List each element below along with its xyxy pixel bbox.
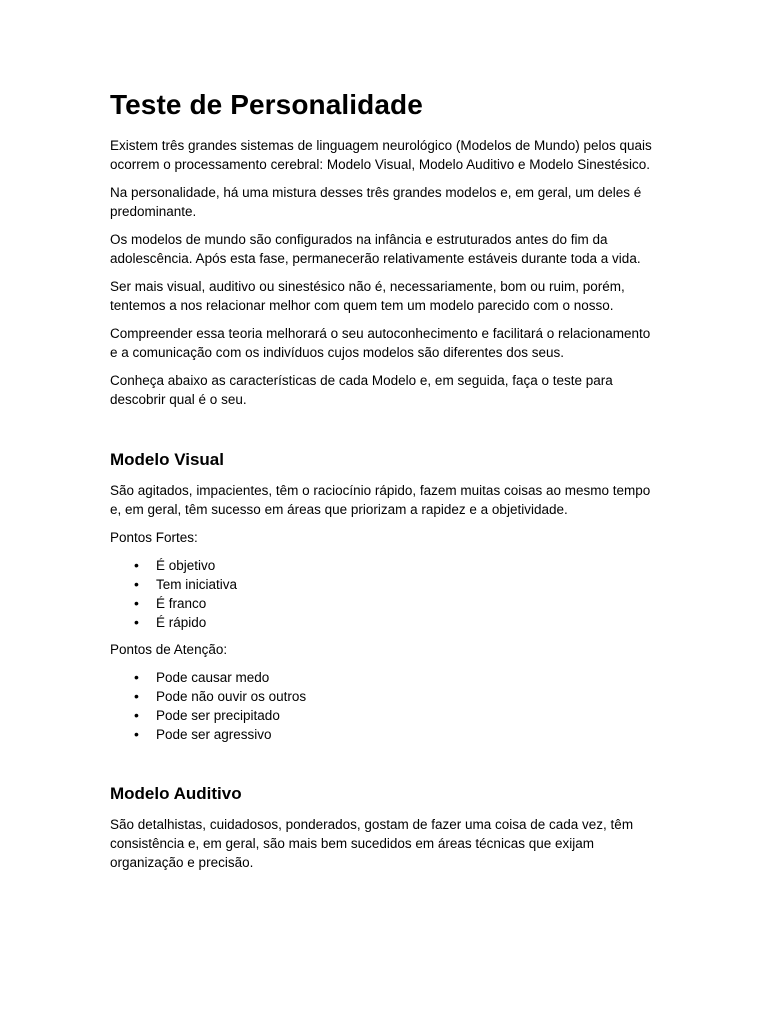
list-item: • Pode ser agressivo xyxy=(156,725,658,744)
intro-paragraph-1: Existem três grandes sistemas de linguagem neurológico (Modelos de Mundo) pelos quais ocorrem o processamento cerebral: Modelo Visual, Modelo Auditivo e Modelo Sinestésico. xyxy=(110,138,652,172)
page-title: Teste de Personalidade xyxy=(110,89,423,120)
intro-paragraph-6: Conheça abaixo as características de cada Modelo e, em seguida, faça o teste para descobrir qual é o seu. xyxy=(110,373,613,407)
list-item: • Pode causar medo xyxy=(156,668,658,687)
intro-paragraph-2: Na personalidade, há uma mistura desses três grandes modelos e, em geral, um deles é predominante. xyxy=(110,185,642,219)
section-spacer xyxy=(110,752,658,783)
intro-paragraph-4: Ser mais visual, auditivo ou sinestésico não é, necessariamente, bom ou ruim, porém, tentemos a nos relacionar melhor com quem tem um modelo parecido com o nosso. xyxy=(110,279,625,313)
intro-paragraph-3: Os modelos de mundo são configurados na infância e estruturados antes do fim da adolescência. Após esta fase, permanecerão relativamente estáveis durante toda a vida. xyxy=(110,232,641,266)
visual-strengths-list xyxy=(110,556,658,632)
intro-paragraph-5: Compreender essa teoria melhorará o seu autoconhecimento e facilitará o relacionamento e a comunicação com os indivíduos cujos modelos são diferentes dos seus. xyxy=(110,326,651,360)
list-item: • É rápido xyxy=(156,613,658,632)
visual-strengths-label: Pontos Fortes: xyxy=(110,530,198,545)
section-spacer xyxy=(110,418,658,449)
visual-attention-label: Pontos de Atenção: xyxy=(110,642,228,657)
list-item: • Pode ser precipitado xyxy=(156,706,658,725)
auditivo-description: São detalhistas, cuidadosos, ponderados, gostam de fazer uma coisa de cada vez, têm consistência e, em geral, são mais bem sucedidos em áreas técnicas que exijam organização e precisão. xyxy=(110,817,634,870)
list-item: • Pode não ouvir os outros xyxy=(156,687,658,706)
list-item: • É franco xyxy=(156,594,658,613)
list-item: • Tem iniciativa xyxy=(156,575,658,594)
section-heading-auditivo: Modelo Auditivo xyxy=(110,784,242,803)
visual-description: São agitados, impacientes, têm o raciocínio rápido, fazem muitas coisas ao mesmo tempo e, em geral, têm sucesso em áreas que priorizam a rapidez e a objetividade. xyxy=(110,483,651,517)
section-heading-visual: Modelo Visual xyxy=(110,450,224,469)
list-item: • É objetivo xyxy=(156,556,658,575)
visual-attention-list xyxy=(110,668,658,744)
